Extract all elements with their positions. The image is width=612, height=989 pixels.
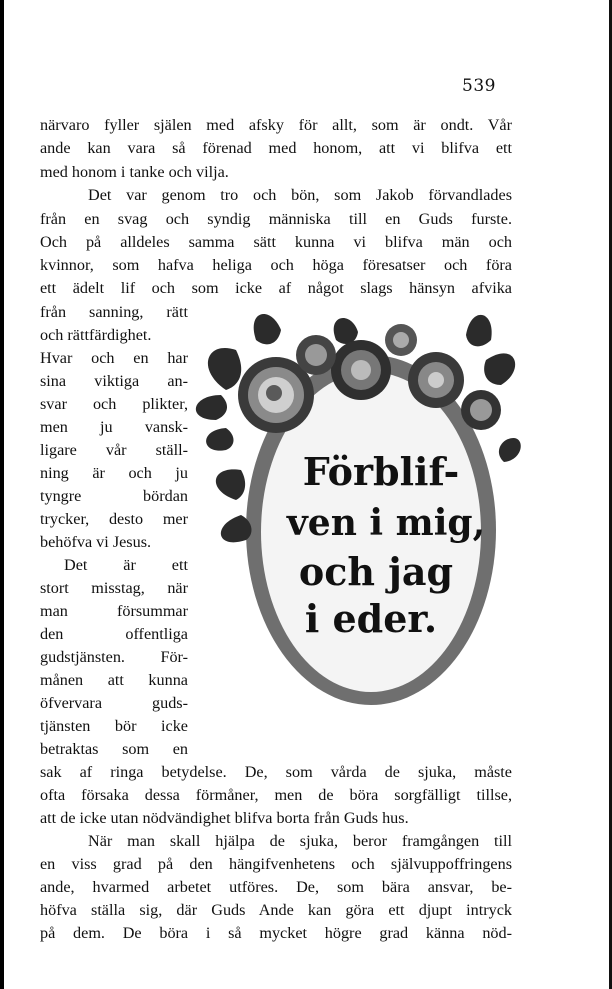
text-line: gudstjänsten. För- <box>40 648 188 666</box>
motto-line: i eder. <box>304 596 438 641</box>
text-line: sak af ringa betydelse. De, som vårda de sjuka, måste <box>40 763 512 781</box>
text-line: kvinnor, som hafva heliga och höga föresatser och föra <box>40 256 512 274</box>
text-line: Hvar och en har <box>40 349 188 367</box>
text-line: stort misstag, när <box>40 579 188 597</box>
text-line: behöfva vi Jesus. <box>40 533 152 551</box>
motto-line: Förblif- <box>302 449 460 494</box>
text-line: en viss grad på den hängifvenhetens och självuppoffringens <box>40 855 512 873</box>
text-line: från sanning, rätt <box>40 303 188 321</box>
text-line: Det är ett <box>64 556 188 574</box>
text-line: sina viktiga an- <box>40 372 188 390</box>
text-line: men ju vansk- <box>40 418 188 436</box>
text-line: höfva ställa sig, där Guds Ande kan göra ett djupt intryck <box>40 901 512 919</box>
text-line: Det var genom tro och bön, som Jakob förvandlades <box>88 186 512 204</box>
text-line: ande kan vara så förenad med honom, att vi blifva ett <box>40 139 512 157</box>
text-line: man försummar <box>40 602 188 620</box>
text-line: ning är och ju <box>40 464 188 482</box>
text-line: öfvervara guds- <box>40 694 188 712</box>
text-line: ande, hvarmed arbetet utföres. De, som bära ansvar, be- <box>40 878 512 896</box>
text-line: tjänsten bör icke <box>40 717 188 735</box>
text-line: tyngre bördan <box>40 487 188 505</box>
text-line: närvaro fyller själen med afsky för allt, som är ondt. Vår <box>40 116 512 134</box>
rose-wreath-ornament <box>186 300 526 720</box>
text-line: att de icke utan nödvändighet blifva borta från Guds hus. <box>40 809 409 827</box>
text-line: trycker, desto mer <box>40 510 188 528</box>
text-line: på dem. De böra i så mycket högre grad känna nöd- <box>40 924 512 942</box>
text-line: När man skall hjälpa de sjuka, beror framgången till <box>88 832 512 850</box>
text-line: Och på alldeles samma sätt kunna vi blifva män och <box>40 233 512 251</box>
text-line: svar och plikter, <box>40 395 188 413</box>
text-line: ligare vår ställ- <box>40 441 188 459</box>
text-line: med honom i tanke och vilja. <box>40 163 229 181</box>
text-line: ett ädelt lif och som icke af något slags hänsyn afvika <box>40 279 512 297</box>
motto-line: och jag <box>298 549 454 594</box>
page-number: 539 <box>462 76 496 96</box>
scan-edge-left <box>0 0 4 989</box>
text-line: betraktas som en <box>40 740 188 758</box>
text-line: och rättfärdighet. <box>40 326 152 344</box>
text-line: ofta försaka dessa förmåner, men de böra sorgfälligt tillse, <box>40 786 512 804</box>
motto-line: ven i mig, <box>286 502 486 544</box>
text-line: månen att kunna <box>40 671 188 689</box>
text-line: från en svag och syndig människa till en Guds furste. <box>40 210 512 228</box>
text-line: den offentliga <box>40 625 188 643</box>
